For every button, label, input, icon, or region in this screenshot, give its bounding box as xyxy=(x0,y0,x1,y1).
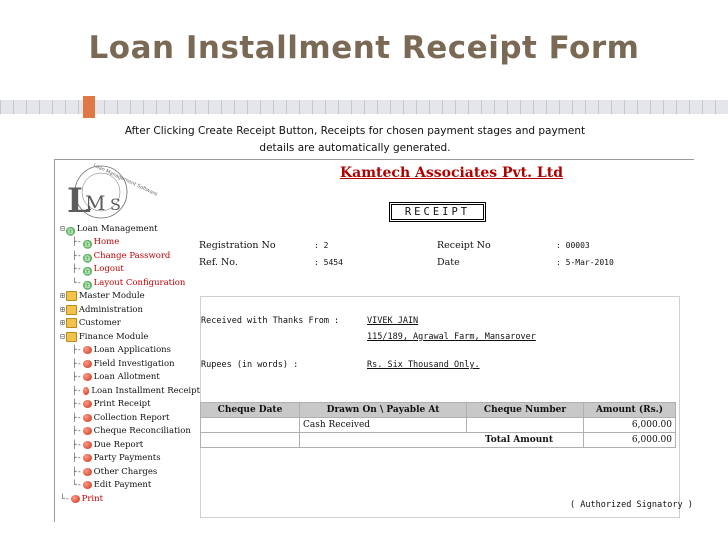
tree-connector: ⊞ xyxy=(60,304,65,314)
tree-item-label: Customer xyxy=(78,318,121,329)
scale-icon: ♎ xyxy=(82,240,93,250)
screenshot-left-rule xyxy=(54,159,55,522)
tree-item-label: Layout Configuration xyxy=(93,277,186,288)
tree-connector: ├- xyxy=(72,345,82,355)
slide-caption xyxy=(95,123,615,157)
tree-item-print-receipt[interactable] xyxy=(60,398,200,412)
tree-item-label: Print Receipt xyxy=(93,399,151,410)
total-spacer xyxy=(201,433,300,448)
tree-item-finance-module[interactable] xyxy=(60,330,200,344)
payment-table xyxy=(200,402,676,448)
bullet-icon xyxy=(83,360,92,368)
authorized-signatory: ( Authorized Signatory ) xyxy=(570,500,693,510)
tree-item-label: Due Report xyxy=(93,439,144,450)
bullet-icon xyxy=(83,468,92,476)
tree-item-label: Party Payments xyxy=(93,453,161,464)
tree-item-label: Loan Installment Receipt xyxy=(91,385,200,396)
received-from-label: Received with Thanks From : xyxy=(201,316,340,326)
tree-item-edit-payment[interactable] xyxy=(60,479,200,493)
tree-item-label: Field Investigation xyxy=(93,358,175,369)
tree-item-label: Loan Management xyxy=(76,223,158,234)
date-value: : 5-Mar-2010 xyxy=(556,258,614,267)
svg-text:S: S xyxy=(110,195,121,214)
screenshot-top-rule xyxy=(54,159,694,160)
tree-connector: ├- xyxy=(72,439,82,449)
tree-item-layout-configuration[interactable] xyxy=(60,276,200,290)
tree-connector: ├- xyxy=(72,426,82,436)
slide-title: Loan Installment Receipt Form xyxy=(88,30,640,66)
receipt-no-value: : 00003 xyxy=(556,241,590,250)
tree-item-other-charges[interactable] xyxy=(60,465,200,479)
bullet-icon xyxy=(83,481,92,489)
ref-value: : 5454 xyxy=(314,258,343,267)
folder-icon xyxy=(66,332,77,342)
payment-table-header xyxy=(201,403,676,418)
scale-icon: ♎ xyxy=(82,253,93,263)
tree-connector: ⊞ xyxy=(60,291,65,301)
tree-item-party-payments[interactable] xyxy=(60,452,200,466)
tree-item-logout[interactable] xyxy=(60,263,200,277)
tree-connector: ├- xyxy=(72,466,82,476)
tree-connector: ├- xyxy=(72,237,82,247)
receipt-no-label: Receipt No xyxy=(437,240,491,251)
scale-icon: ♎ xyxy=(82,267,93,277)
tree-item-label: Change Password xyxy=(93,250,171,261)
total-value: 6,000.00 xyxy=(584,433,676,448)
company-name: Kamtech Associates Pvt. Ltd xyxy=(340,165,563,181)
tree-connector: ⊟ xyxy=(60,331,65,341)
accent-bar xyxy=(0,100,728,114)
tree-item-cheque-reconciliation[interactable] xyxy=(60,425,200,439)
tree-item-label: Loan Allotment xyxy=(93,372,160,383)
tree-item-label: Edit Payment xyxy=(93,480,152,491)
bullet-icon xyxy=(83,387,90,395)
row-cheque-number xyxy=(467,418,584,433)
tree-item-label: Finance Module xyxy=(78,331,149,342)
tree-connector: ├- xyxy=(72,250,82,260)
tree-item-label: Home xyxy=(93,237,120,248)
registration-value: : 2 xyxy=(314,241,329,250)
bullet-icon xyxy=(83,373,92,381)
received-from-name: VIVEK JAIN xyxy=(367,316,419,326)
bullet-icon xyxy=(83,441,92,449)
tree-item-label: Loan Applications xyxy=(93,345,172,356)
registration-label: Registration No xyxy=(199,240,276,251)
accent-block xyxy=(83,96,95,118)
tree-connector: ├- xyxy=(72,453,82,463)
total-label: Total Amount xyxy=(300,433,584,448)
tree-connector: ⊟ xyxy=(60,223,65,233)
date-label: Date xyxy=(437,257,460,268)
tree-connector: ├- xyxy=(72,399,82,409)
nav-tree xyxy=(60,222,200,506)
tree-connector: ├- xyxy=(72,358,82,368)
row-amount: 6,000.00 xyxy=(584,418,676,433)
col-cheque-number: Cheque Number xyxy=(467,403,584,418)
total-row xyxy=(201,433,676,448)
ref-label: Ref. No. xyxy=(199,257,238,268)
scale-icon: ♎ xyxy=(82,280,93,290)
tree-connector: ├- xyxy=(72,372,82,382)
tree-connector: └- xyxy=(72,480,82,490)
svg-text:M: M xyxy=(85,191,106,215)
tree-connector: └- xyxy=(60,493,70,503)
folder-icon xyxy=(66,318,77,328)
bullet-icon xyxy=(71,495,80,503)
tree-item-administration[interactable] xyxy=(60,303,200,317)
bullet-icon xyxy=(83,346,92,354)
table-row xyxy=(201,418,676,433)
tree-item-label: Logout xyxy=(93,264,124,275)
row-drawn-on: Cash Received xyxy=(300,418,467,433)
tree-item-loan-allotment[interactable] xyxy=(60,371,200,385)
svg-text:L: L xyxy=(67,181,91,221)
tree-item-loan-applications[interactable] xyxy=(60,344,200,358)
tree-item-field-investigation[interactable] xyxy=(60,357,200,371)
tree-item-label: Print xyxy=(81,493,104,504)
tree-item-label: Master Module xyxy=(78,291,145,302)
tree-item-customer[interactable] xyxy=(60,317,200,331)
caption-line-2: details are automatically generated. xyxy=(259,142,451,154)
svg-text:Loan Management Software: Loan Management Software xyxy=(92,162,159,198)
tree-item-label: Other Charges xyxy=(93,466,158,477)
col-cheque-date: Cheque Date xyxy=(201,403,300,418)
tree-item-loan-installment-receipt[interactable] xyxy=(60,384,200,398)
bullet-icon xyxy=(83,454,92,462)
scale-icon: ♎ xyxy=(65,226,76,236)
tree-item-print[interactable] xyxy=(60,492,200,506)
tree-item-loan-management[interactable] xyxy=(60,222,200,236)
col-amount: Amount (Rs.) xyxy=(584,403,676,418)
tree-connector: └- xyxy=(72,277,82,287)
tree-item-home[interactable] xyxy=(60,236,200,250)
tree-item-change-password[interactable] xyxy=(60,249,200,263)
tree-item-label: Administration xyxy=(78,304,144,315)
tree-item-label: Cheque Reconciliation xyxy=(93,426,191,437)
tree-connector: ├- xyxy=(72,412,82,422)
tree-item-master-module[interactable] xyxy=(60,290,200,304)
receipt-title: RECEIPT xyxy=(391,204,484,220)
tree-item-label: Collection Report xyxy=(93,412,170,423)
folder-icon xyxy=(66,291,77,301)
tree-item-collection-report[interactable] xyxy=(60,411,200,425)
tree-connector: ├- xyxy=(72,264,82,274)
bullet-icon xyxy=(83,414,92,422)
rupees-value: Rs. Six Thousand Only. xyxy=(367,360,480,370)
tree-connector: ├- xyxy=(72,385,82,395)
tree-connector: ⊞ xyxy=(60,318,65,328)
folder-icon xyxy=(66,305,77,315)
rupees-label: Rupees (in words) : xyxy=(201,360,299,370)
caption-line-1: After Clicking Create Receipt Button, Receipts for chosen payment stages and payment xyxy=(124,125,586,137)
row-cheque-date xyxy=(201,418,300,433)
bullet-icon xyxy=(83,400,92,408)
lms-logo xyxy=(63,160,159,228)
bullet-icon xyxy=(83,427,92,435)
received-from-address: 115/189, Agrawal Farm, Mansarover xyxy=(367,332,536,342)
tree-item-due-report[interactable] xyxy=(60,438,200,452)
col-drawn-on: Drawn On \ Payable At xyxy=(300,403,467,418)
